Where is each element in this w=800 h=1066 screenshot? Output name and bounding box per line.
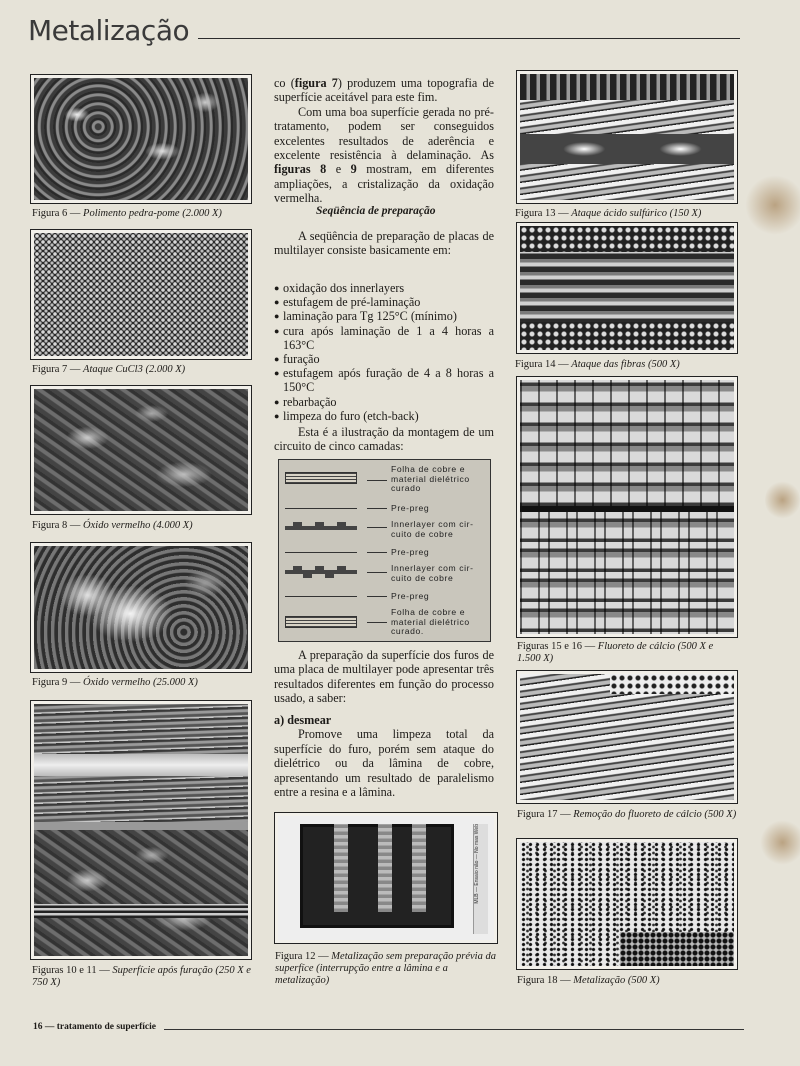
figure-14-caption: Figura 14 — Ataque das fibras (500 X) bbox=[515, 359, 680, 370]
body-text-hole-prep: A preparação da superfície dos furos de uma placa de multilayer pode apresentar três resultados diferentes em função do processo usado, a saber: bbox=[274, 648, 494, 706]
list-item: ● oxidação dos innerlayers bbox=[274, 281, 494, 295]
list-item: ● limpeza do furo (etch-back) bbox=[274, 409, 494, 423]
diagram-label-innerlayer-2: Innerlayer com cir- cuito de cobre bbox=[391, 563, 474, 583]
figure-10-11-caption: Figuras 10 e 11 — Superfície após furação (250 X e 750 X) bbox=[32, 965, 251, 988]
innerlayer-1 bbox=[285, 526, 357, 530]
body-text-illustration-intro: Esta é a ilustração da montagem de um circuito de cinco camadas: bbox=[274, 425, 494, 454]
figure-12-side-label: MLB — Ensaio não — No mas Web bbox=[474, 824, 480, 904]
figure-15-16-caption: Figuras 15 e 16 — Fluoreto de cálcio (500 X e 1.500 X) bbox=[517, 641, 714, 664]
prepreg-line bbox=[285, 596, 357, 597]
figure-6-caption: Figura 6 — Polimento pedra-pome (2.000 X) bbox=[32, 208, 222, 219]
figure-8-caption: Figura 8 — Óxido vermelho (4.000 X) bbox=[32, 520, 193, 531]
figure-6-image bbox=[30, 74, 252, 204]
innerlayer-2 bbox=[285, 570, 357, 574]
figure-18-image bbox=[516, 838, 738, 970]
list-item: ● cura após laminação de 1 a 4 horas a 163°C bbox=[274, 324, 494, 352]
section-heading: Seqüência de preparação bbox=[316, 205, 436, 217]
figure-15-16-image bbox=[516, 376, 738, 638]
body-text-sequence: A seqüência de preparação de placas de multilayer consiste basicamente em: bbox=[274, 229, 494, 258]
preparation-steps-list bbox=[274, 281, 494, 423]
figure-17-caption: Figura 17 — Remoção do fluoreto de cálcio (500 X) bbox=[517, 809, 737, 820]
copper-foil-layer bbox=[285, 472, 357, 484]
diagram-label-prepreg-3: Pre-preg bbox=[391, 591, 430, 601]
list-item: ● rebarbação bbox=[274, 395, 494, 409]
figure-14-image bbox=[516, 222, 738, 354]
diagram-label-copper-foil-bottom: Folha de cobre e material dielétrico curado. bbox=[391, 607, 470, 637]
body-text-desmear: a) desmear Promove uma limpeza total da superfície do furo, porém sem ataque do dielétrico ou da lâmina de cobre, apresentando um resultado de paralelismo entre a resina e a lâmina. bbox=[274, 713, 494, 800]
header-rule bbox=[198, 38, 740, 39]
paper-stain bbox=[765, 480, 800, 520]
prepreg-line bbox=[285, 508, 357, 509]
figure-7-caption: Figura 7 — Ataque CuCl3 (2.000 X) bbox=[32, 364, 186, 375]
page-footer: 16 — tratamento de superfície bbox=[33, 1022, 156, 1032]
list-item: ● estufagem após furação de 4 a 8 horas a 150°C bbox=[274, 366, 494, 394]
figure-17-image bbox=[516, 670, 738, 804]
figure-7-image bbox=[30, 229, 252, 360]
figure-8-image bbox=[30, 385, 252, 515]
subheading-desmear: a) desmear bbox=[274, 713, 332, 727]
prepreg-line bbox=[285, 552, 357, 553]
figure-13-image bbox=[516, 70, 738, 204]
footer-rule bbox=[164, 1029, 744, 1030]
diagram-label-prepreg-1: Pre-preg bbox=[391, 503, 430, 513]
multilayer-assembly-diagram bbox=[278, 459, 491, 642]
diagram-label-copper-foil-top: Folha de cobre e material dielétrico curado bbox=[391, 464, 470, 494]
figure-10-11-image bbox=[30, 700, 252, 960]
figure-9-image bbox=[30, 542, 252, 673]
figure-12-caption: Figura 12 — Metalização sem preparação prévia da superfíce (interrupção entre a lâmina e a metalização) bbox=[275, 951, 496, 986]
body-text-intro: co (figura 7) produzem uma topografia de superfície aceitável para este fim. Com uma boa superfície gerada no pré-tratamento, podem ser conseguidos excelentes resultados de aderência e excelente resistência à delaminação. As figuras 8 e 9 mostram, em diferentes ampliações, a cristalização da oxidação vermelha. bbox=[274, 76, 494, 206]
figure-9-caption: Figura 9 — Óxido vermelho (25.000 X) bbox=[32, 677, 198, 688]
list-item: ● estufagem de pré-laminação bbox=[274, 295, 494, 309]
figure-18-caption: Figura 18 — Metalização (500 X) bbox=[517, 975, 660, 986]
paper-stain bbox=[745, 175, 800, 235]
diagram-label-innerlayer-1: Innerlayer com cir- cuito de cobre bbox=[391, 519, 474, 539]
diagram-label-prepreg-2: Pre-preg bbox=[391, 547, 430, 557]
copper-foil-layer bbox=[285, 616, 357, 628]
list-item: ● laminação para Tg 125°C (mínimo) bbox=[274, 309, 494, 323]
page-title: Metalização bbox=[28, 14, 190, 47]
figure-13-caption: Figura 13 — Ataque ácido sulfúrico (150 X) bbox=[515, 208, 702, 219]
figure-12-image bbox=[274, 812, 498, 944]
list-item: ● furação bbox=[274, 352, 494, 366]
paper-stain bbox=[760, 820, 800, 865]
